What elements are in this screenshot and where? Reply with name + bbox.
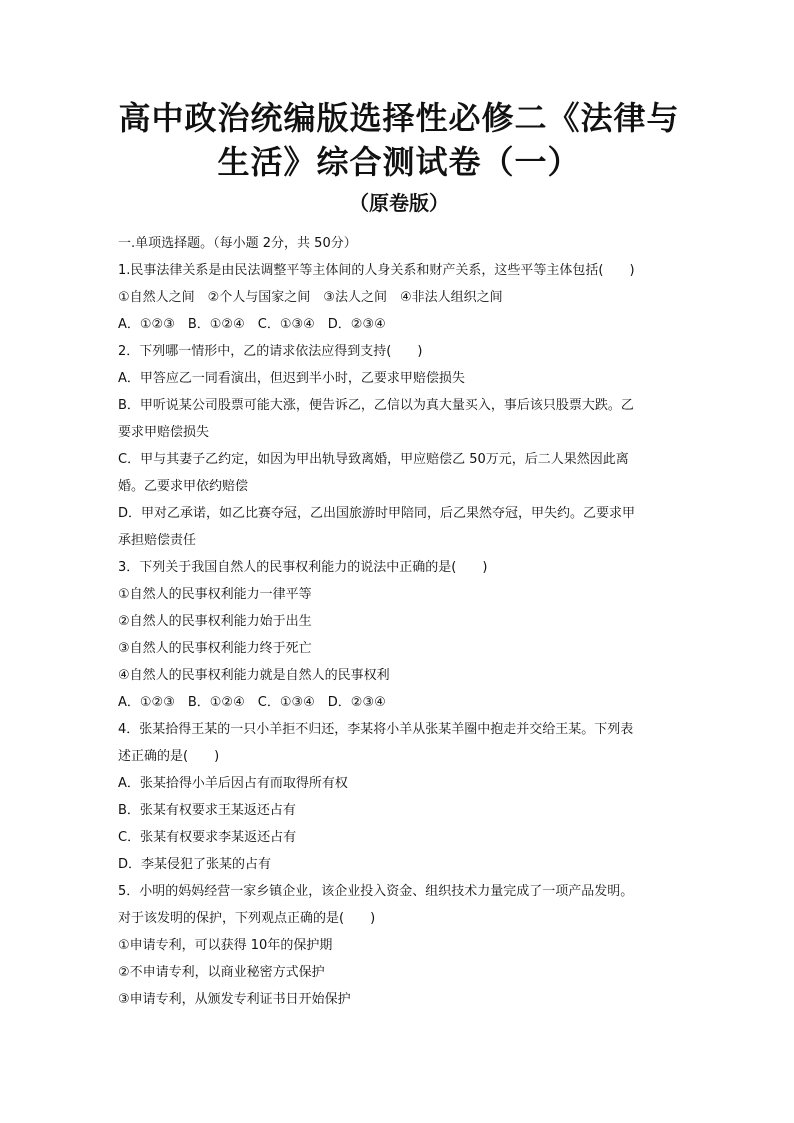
question-2-option-d: D．甲对乙承诺，如乙比赛夺冠，乙出国旅游时甲陪同，后乙果然夺冠，甲失约。乙要求甲 <box>118 506 636 521</box>
title-line-2: 生活》综合测试卷（一） <box>217 143 581 181</box>
question-4-option-d: D．李某侵犯了张某的占有 <box>118 857 272 872</box>
question-4-option-b: B．张某有权要求王某返还占有 <box>118 803 296 818</box>
document-title <box>118 96 680 184</box>
question-4-option-a: A．张某拾得小羊后因占有而取得所有权 <box>118 776 348 791</box>
question-1-statements: ①自然人之间 ②个人与国家之间 ③法人之间 ④非法人组织之间 <box>118 290 503 305</box>
document-subtitle: （原卷版） <box>349 191 449 215</box>
question-3-statement-2: ②自然人的民事权利能力始于出生 <box>118 614 312 629</box>
question-4-stem-cont: 述正确的是( ) <box>118 749 220 764</box>
question-3-statement-1: ①自然人的民事权利能力一律平等 <box>118 587 312 602</box>
question-1-stem: 1.民事法律关系是由民法调整平等主体间的人身关系和财产关系，这些平等主体包括( ) <box>118 263 635 278</box>
question-3-stem: 3．下列关于我国自然人的民事权利能力的说法中正确的是( ) <box>118 560 488 575</box>
question-2-option-c: C．甲与其妻子乙约定，如因为甲出轨导致离婚，甲应赔偿乙 50万元，后二人果然因此离 <box>118 452 629 467</box>
question-body <box>118 230 680 1013</box>
question-2-option-b: B．甲听说某公司股票可能大涨，便告诉乙，乙信以为真大量买入，事后该只股票大跌。乙 <box>118 398 634 413</box>
section-heading: 一.单项选择题。（每小题 2分，共 50分） <box>118 236 357 251</box>
question-2-option-c-cont: 婚。乙要求甲依约赔偿 <box>118 479 249 494</box>
question-4-option-c: C．张某有权要求李某返还占有 <box>118 830 297 845</box>
document-page <box>118 96 680 1013</box>
question-3-statement-4: ④自然人的民事权利能力就是自然人的民事权利 <box>118 668 390 683</box>
question-2-option-b-cont: 要求甲赔偿损失 <box>118 425 210 440</box>
question-3-statement-3: ③自然人的民事权利能力终于死亡 <box>118 641 312 656</box>
question-5-stem: 5．小明的妈妈经营一家乡镇企业，该企业投入资金、组织技术力量完成了一项产品发明。 <box>118 884 634 899</box>
question-2-option-a: A．甲答应乙一同看演出，但迟到半小时，乙要求甲赔偿损失 <box>118 371 465 386</box>
question-5-statement-2: ②不申请专利，以商业秘密方式保护 <box>118 965 325 980</box>
question-5-stem-cont: 对于该发明的保护，下列观点正确的是( ) <box>118 911 376 926</box>
question-3-options: A．①②③ B．①②④ C．①③④ D．②③④ <box>118 695 386 710</box>
question-5-statement-1: ①申请专利，可以获得 10年的保护期 <box>118 938 333 953</box>
question-5-statement-3: ③申请专利，从颁发专利证书日开始保护 <box>118 992 351 1007</box>
question-2-stem: 2．下列哪一情形中，乙的请求依法应得到支持( ) <box>118 344 423 359</box>
title-line-1: 高中政治统编版选择性必修二《法律与 <box>118 99 680 137</box>
question-2-option-d-cont: 承担赔偿责任 <box>118 533 197 548</box>
question-4-stem: 4．张某拾得王某的一只小羊拒不归还，李某将小羊从张某羊圈中抱走并交给王某。下列表 <box>118 722 634 737</box>
question-1-options: A．①②③ B．①②④ C．①③④ D．②③④ <box>118 317 386 332</box>
